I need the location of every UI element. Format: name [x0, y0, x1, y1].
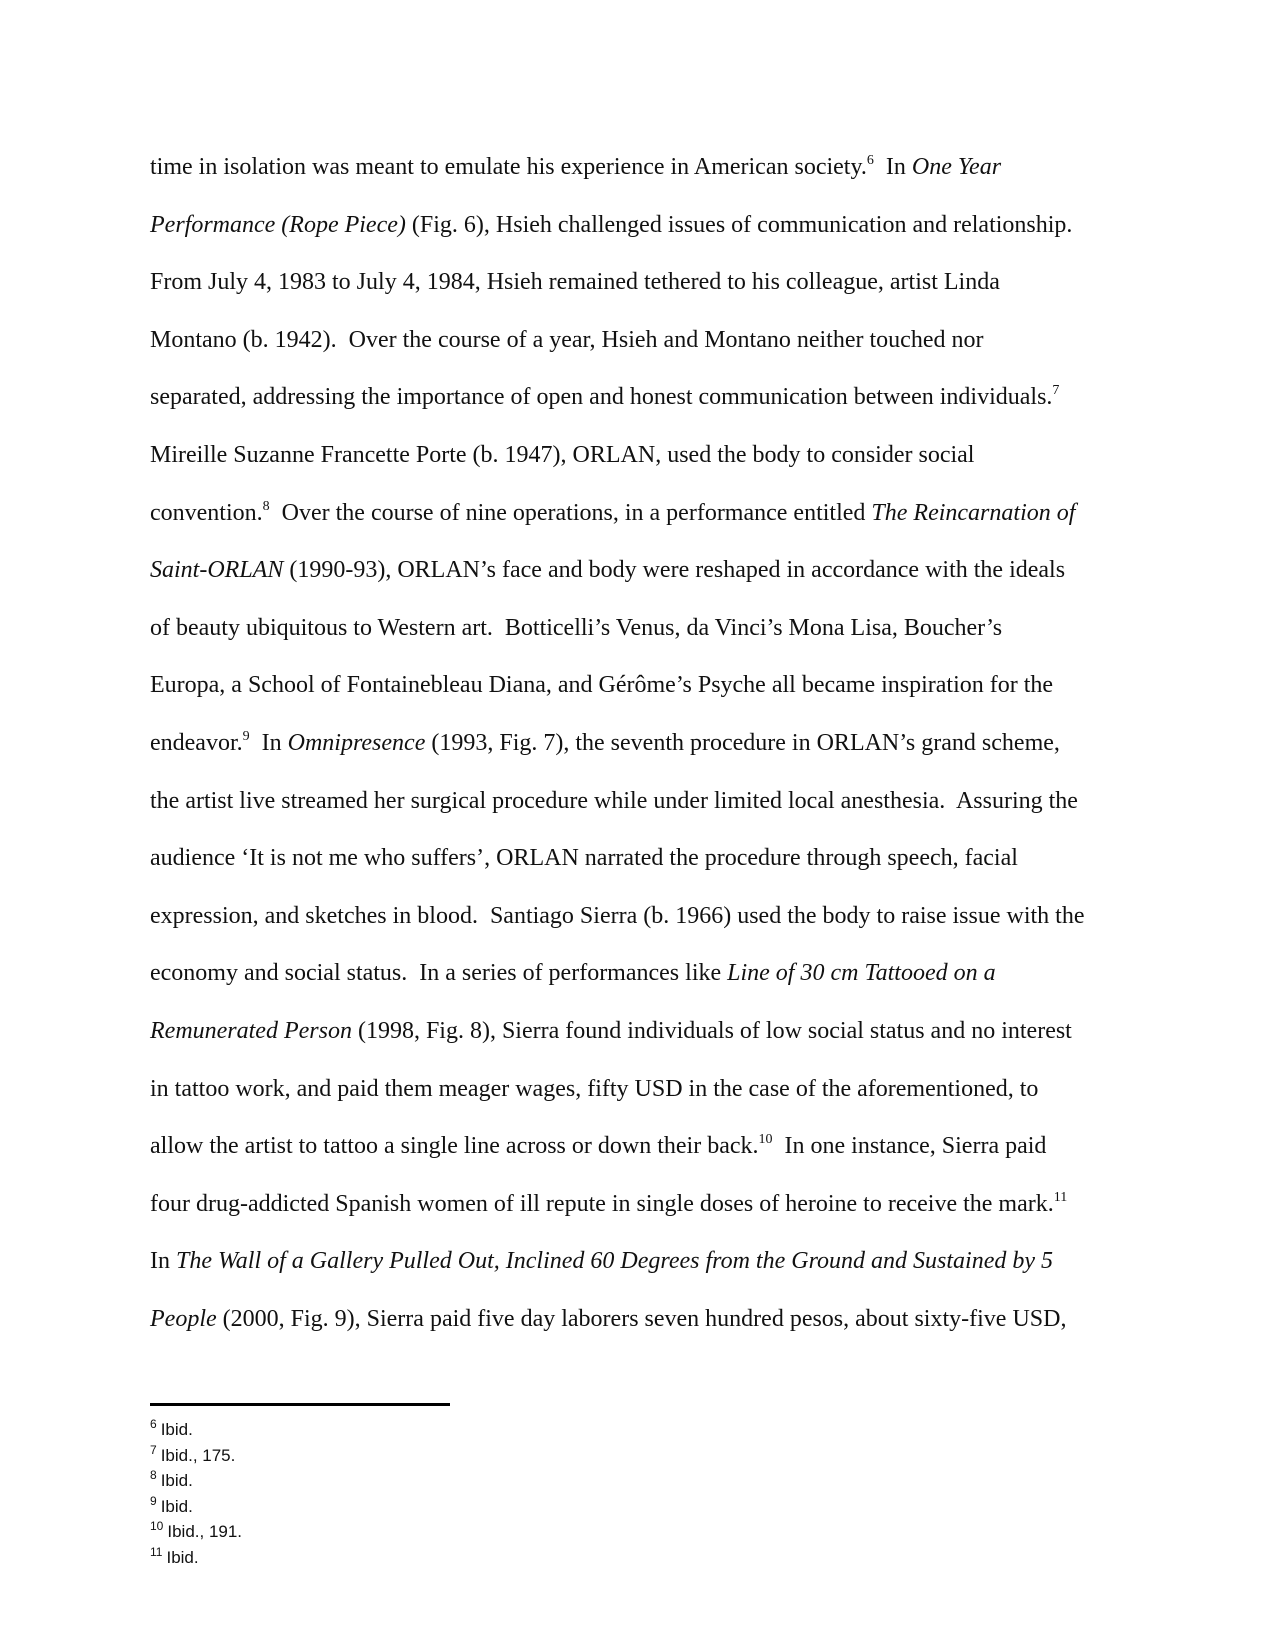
text-run: Montano (b. 1942). Over the course of a year, Hsieh and Montano neither touched nor	[150, 326, 984, 353]
footnote-text: Ibid., 175.	[160, 1445, 236, 1465]
text-run: the artist live streamed her surgical procedure while under limited local anesthesia. Assuring the	[150, 787, 1078, 814]
text-line	[150, 1061, 1150, 1119]
text-run: separated, addressing the importance of open and honest communication between individuals.	[150, 384, 1053, 411]
text-run: (1998, Fig. 8), Sierra found individuals of low social status and no interest	[351, 1017, 1072, 1044]
text-line	[150, 1003, 1150, 1061]
text-line	[150, 715, 1150, 773]
footnote-text: Ibid.	[160, 1471, 193, 1490]
footnote-number: 10	[150, 1519, 164, 1533]
footnote	[150, 1494, 242, 1520]
text-run: Over the course of nine operations, in a performance entitled	[269, 499, 872, 526]
italic-title: One Year	[911, 154, 1002, 180]
text-run: From July 4, 1983 to July 4, 1984, Hsieh remained tethered to his colleague, artist Linda	[150, 269, 1000, 296]
italic-title: Saint-ORLAN	[150, 557, 284, 584]
text-run: Mireille Suzanne Francette Porte (b. 1947), ORLAN, used the body to consider social	[150, 441, 975, 468]
footnote-text: Ibid.	[166, 1547, 199, 1567]
text-run: In	[150, 1248, 176, 1275]
text-line	[150, 1233, 1150, 1291]
text-line	[150, 1118, 1150, 1176]
text-run: (1990-93), ORLAN’s face and body were reshaped in accordance with the ideals	[283, 557, 1066, 584]
footnote-reference: 10	[758, 1132, 773, 1148]
text-run: In	[873, 154, 912, 180]
footnote	[150, 1519, 242, 1545]
text-run: convention.	[150, 499, 263, 526]
text-run: of beauty ubiquitous to Western art. Botticelli’s Venus, da Vinci’s Mona Lisa, Boucher’s	[150, 614, 1003, 641]
footnote-reference: 9	[242, 728, 250, 744]
footnote	[150, 1468, 242, 1494]
text-run: economy and social status. In a series of performances like	[150, 960, 728, 987]
text-line	[150, 485, 1150, 543]
text-line	[150, 1176, 1150, 1234]
text-run: In	[249, 729, 288, 756]
text-line	[150, 369, 1150, 427]
italic-title: Omnipresence	[287, 729, 426, 756]
footnote-reference: 6	[866, 153, 874, 168]
footnote-number: 7	[150, 1442, 157, 1457]
italic-title: Performance (Rope Piece)	[150, 211, 406, 238]
footnotes	[150, 1417, 242, 1570]
italic-title: Remunerated Person	[150, 1017, 352, 1044]
footnote-number: 11	[150, 1544, 163, 1559]
text-run: time in isolation was meant to emulate his experience in American society.	[150, 154, 867, 180]
italic-title: The Reincarnation of	[871, 499, 1076, 526]
text-run: audience ‘It is not me who suffers’, ORLAN narrated the procedure through speech, facial	[150, 845, 1018, 872]
text-run: (2000, Fig. 9), Sierra paid five day laborers seven hundred pesos, about sixty-five USD,	[216, 1305, 1067, 1332]
footnote-text: Ibid., 191.	[167, 1522, 243, 1541]
footnote-number: 6	[150, 1417, 157, 1431]
text-run: allow the artist to tattoo a single line across or down their back.	[150, 1133, 759, 1160]
footnote-text: Ibid.	[160, 1496, 193, 1516]
text-run: Europa, a School of Fontainebleau Diana, and Gérôme’s Psyche all became inspiration for the	[150, 672, 1054, 699]
text-run: (1993, Fig. 7), the seventh procedure in ORLAN’s grand scheme,	[425, 729, 1060, 756]
text-line	[150, 657, 1150, 715]
footnote-reference: 8	[262, 498, 270, 514]
text-line	[150, 542, 1150, 600]
text-run: expression, and sketches in blood. Santiago Sierra (b. 1966) used the body to raise issue with the	[150, 902, 1085, 929]
text-line	[150, 888, 1150, 946]
footnote-reference: 7	[1052, 383, 1060, 399]
italic-title: Line of 30 cm Tattooed on a	[727, 960, 996, 987]
italic-title: The Wall of a Gallery Pulled Out, Inclined 60 Degrees from the Ground and Sustained by 5	[176, 1248, 1053, 1275]
text-line	[150, 773, 1150, 831]
text-line	[150, 254, 1150, 312]
footnote	[150, 1443, 242, 1469]
italic-title: People	[150, 1305, 217, 1332]
footnote-number: 8	[150, 1468, 157, 1482]
text-run: (Fig. 6), Hsieh challenged issues of communication and relationship.	[405, 211, 1073, 238]
text-line	[150, 600, 1150, 658]
footnote-separator	[150, 1403, 450, 1406]
footnote	[150, 1417, 242, 1443]
text-line	[150, 427, 1150, 485]
text-run: endeavor.	[150, 729, 243, 756]
text-line	[150, 139, 1150, 197]
footnote-text: Ibid.	[160, 1420, 193, 1439]
text-line	[150, 945, 1150, 1003]
text-line	[150, 197, 1150, 255]
footnote-number: 9	[150, 1493, 157, 1508]
body-paragraph	[150, 139, 1150, 1348]
footnote	[150, 1545, 242, 1571]
text-run: In one instance, Sierra paid	[772, 1133, 1047, 1160]
text-line	[150, 1291, 1150, 1349]
footnote-reference: 11	[1053, 1189, 1068, 1205]
text-run: four drug-addicted Spanish women of ill repute in single doses of heroine to receive the mark.	[150, 1190, 1054, 1217]
text-run: in tattoo work, and paid them meager wages, fifty USD in the case of the aforementioned, to	[150, 1075, 1039, 1102]
text-line	[150, 312, 1150, 370]
text-line	[150, 830, 1150, 888]
